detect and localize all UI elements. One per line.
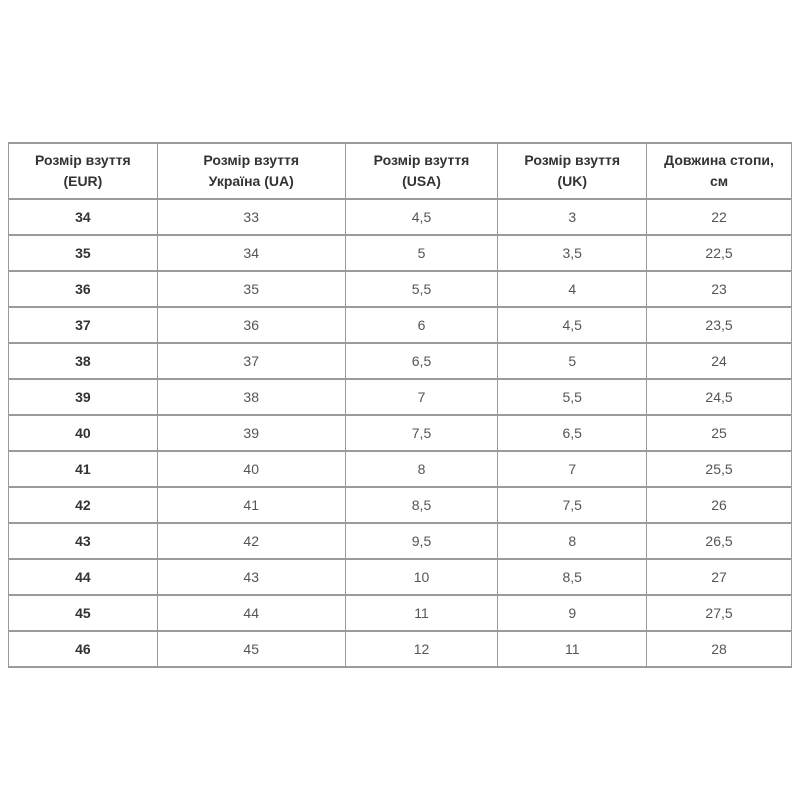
cell-uk: 7,5 <box>498 487 647 523</box>
cell-foot-length-cm: 27 <box>647 559 792 595</box>
size-table-body <box>9 199 792 667</box>
cell-foot-length-cm: 26 <box>647 487 792 523</box>
header-eur-line2: (EUR) <box>63 173 103 189</box>
cell-usa: 6,5 <box>345 343 498 379</box>
header-eur <box>9 143 158 199</box>
table-row <box>9 559 792 595</box>
cell-eur: 35 <box>9 235 158 271</box>
cell-uk: 11 <box>498 631 647 667</box>
header-usa <box>345 143 498 199</box>
cell-ua: 37 <box>157 343 345 379</box>
cell-ua: 34 <box>157 235 345 271</box>
cell-eur: 39 <box>9 379 158 415</box>
cell-eur: 38 <box>9 343 158 379</box>
cell-foot-length-cm: 26,5 <box>647 523 792 559</box>
table-row <box>9 307 792 343</box>
cell-usa: 8,5 <box>345 487 498 523</box>
table-row <box>9 343 792 379</box>
cell-eur: 37 <box>9 307 158 343</box>
cell-ua: 41 <box>157 487 345 523</box>
cell-ua: 36 <box>157 307 345 343</box>
header-eur-line1: Розмір взуття <box>35 152 131 168</box>
cell-usa: 11 <box>345 595 498 631</box>
cell-foot-length-cm: 23 <box>647 271 792 307</box>
cell-usa: 10 <box>345 559 498 595</box>
table-row <box>9 271 792 307</box>
header-ua <box>157 143 345 199</box>
cell-eur: 43 <box>9 523 158 559</box>
table-row <box>9 523 792 559</box>
cell-ua: 38 <box>157 379 345 415</box>
table-row <box>9 631 792 667</box>
cell-usa: 5,5 <box>345 271 498 307</box>
cell-usa: 4,5 <box>345 199 498 235</box>
header-foot-length-line1: Довжина стопи, <box>664 152 774 168</box>
cell-ua: 33 <box>157 199 345 235</box>
table-row <box>9 415 792 451</box>
cell-usa: 12 <box>345 631 498 667</box>
cell-usa: 9,5 <box>345 523 498 559</box>
cell-ua: 42 <box>157 523 345 559</box>
cell-foot-length-cm: 22 <box>647 199 792 235</box>
cell-ua: 40 <box>157 451 345 487</box>
cell-eur: 45 <box>9 595 158 631</box>
header-ua-line1: Розмір взуття <box>203 152 300 168</box>
table-row <box>9 595 792 631</box>
header-foot-length-line2: см <box>709 173 729 189</box>
table-row <box>9 379 792 415</box>
shoe-size-conversion-table <box>8 142 792 668</box>
cell-ua: 45 <box>157 631 345 667</box>
cell-eur: 46 <box>9 631 158 667</box>
cell-foot-length-cm: 24,5 <box>647 379 792 415</box>
table-header-row <box>9 143 792 199</box>
cell-ua: 35 <box>157 271 345 307</box>
table-row <box>9 235 792 271</box>
cell-foot-length-cm: 23,5 <box>647 307 792 343</box>
table-row <box>9 487 792 523</box>
cell-usa: 7 <box>345 379 498 415</box>
cell-uk: 4,5 <box>498 307 647 343</box>
cell-usa: 8 <box>345 451 498 487</box>
cell-ua: 39 <box>157 415 345 451</box>
table-row <box>9 199 792 235</box>
header-usa-line1: Розмір взуття <box>373 152 470 168</box>
header-uk <box>498 143 647 199</box>
cell-eur: 34 <box>9 199 158 235</box>
cell-uk: 8,5 <box>498 559 647 595</box>
cell-uk: 7 <box>498 451 647 487</box>
cell-eur: 40 <box>9 415 158 451</box>
header-uk-line1: Розмір взуття <box>524 152 621 168</box>
header-foot-length <box>647 143 792 199</box>
cell-foot-length-cm: 28 <box>647 631 792 667</box>
cell-usa: 7,5 <box>345 415 498 451</box>
cell-usa: 6 <box>345 307 498 343</box>
cell-uk: 5 <box>498 343 647 379</box>
table-row <box>9 451 792 487</box>
cell-ua: 43 <box>157 559 345 595</box>
header-usa-line2: (USA) <box>402 173 441 189</box>
cell-uk: 4 <box>498 271 647 307</box>
cell-eur: 42 <box>9 487 158 523</box>
cell-uk: 3 <box>498 199 647 235</box>
header-ua-line2: Україна (UA) <box>208 173 294 189</box>
cell-foot-length-cm: 25,5 <box>647 451 792 487</box>
cell-uk: 8 <box>498 523 647 559</box>
cell-usa: 5 <box>345 235 498 271</box>
cell-foot-length-cm: 27,5 <box>647 595 792 631</box>
cell-uk: 5,5 <box>498 379 647 415</box>
cell-eur: 41 <box>9 451 158 487</box>
cell-foot-length-cm: 22,5 <box>647 235 792 271</box>
cell-uk: 9 <box>498 595 647 631</box>
cell-foot-length-cm: 25 <box>647 415 792 451</box>
header-uk-line2: (UK) <box>557 173 587 189</box>
cell-ua: 44 <box>157 595 345 631</box>
cell-eur: 44 <box>9 559 158 595</box>
shoe-size-table-container <box>8 142 792 668</box>
cell-foot-length-cm: 24 <box>647 343 792 379</box>
cell-uk: 6,5 <box>498 415 647 451</box>
cell-eur: 36 <box>9 271 158 307</box>
cell-uk: 3,5 <box>498 235 647 271</box>
